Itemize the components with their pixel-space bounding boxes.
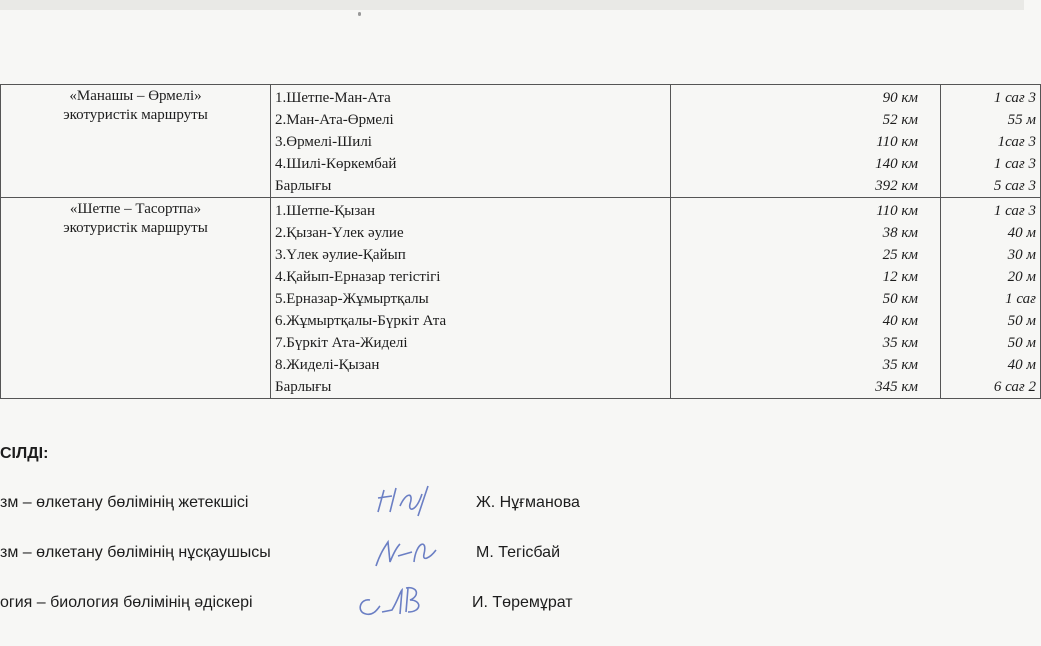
table-row (1, 198, 1041, 399)
signature-icon (352, 582, 432, 624)
duration: 50 м (1007, 313, 1036, 329)
signer-name: М. Тегісбай (476, 544, 561, 561)
distance: 35 км (882, 335, 918, 351)
signer-name: И. Төремұрат (472, 594, 573, 611)
distance: 110 км (876, 134, 918, 150)
signer-title: огия – биология бөлімінің әдіскері (0, 594, 253, 611)
signer-row (0, 588, 1024, 624)
duration-total: 5 сағ 3 (993, 178, 1036, 194)
segments-cell (271, 85, 671, 198)
route-name: «Шетпе – Тасортпа» (69, 201, 202, 217)
segment-total: Барлығы (275, 178, 332, 194)
distance: 52 км (882, 112, 918, 128)
segment: 2.Ман-Ата-Өрмелі (275, 112, 394, 128)
signer-title: зм – өлкетану бөлімінің нұсқаушысы (0, 544, 271, 561)
segment: 8.Жиделі-Қызан (275, 357, 380, 373)
segment: 7.Бүркіт Ата-Жиделі (275, 335, 408, 351)
distance: 12 км (882, 269, 918, 285)
distance: 90 км (882, 90, 918, 106)
distances-cell (671, 198, 941, 399)
signer-title: зм – өлкетану бөлімінің жетекшісі (0, 494, 249, 511)
signature-icon (370, 532, 450, 574)
duration: 30 м (1007, 247, 1036, 263)
distance: 140 км (875, 156, 918, 172)
signer-row (0, 488, 1024, 524)
times-cell (941, 85, 1041, 198)
route-name: «Манашы – Өрмелі» (69, 88, 202, 104)
approval-block (0, 440, 1024, 646)
route-type: экотуристік маршруты (63, 107, 208, 123)
distance: 50 км (882, 291, 918, 307)
scan-speck (358, 12, 361, 16)
segment: 1.Шетпе-Қызан (275, 203, 375, 219)
routes-table (0, 84, 1041, 399)
approval-heading: СІЛДІ: (0, 445, 49, 462)
segment: 4.Қайып-Ерназар тегістігі (275, 269, 441, 285)
duration: 40 м (1007, 357, 1036, 373)
segment: 4.Шилі-Көркембай (275, 156, 397, 172)
duration: 1 сағ (1005, 291, 1036, 307)
duration: 1 сағ 3 (993, 203, 1036, 219)
duration: 1сағ 3 (997, 134, 1036, 150)
duration: 20 м (1007, 269, 1036, 285)
segment: 3.Үлек әулие-Қайып (275, 247, 406, 263)
distance: 35 км (882, 357, 918, 373)
distance: 38 км (882, 225, 918, 241)
distance: 40 км (882, 313, 918, 329)
duration: 1 сағ 3 (993, 90, 1036, 106)
signature-icon (370, 482, 450, 524)
segments-cell (271, 198, 671, 399)
route-type: экотуристік маршруты (63, 220, 208, 236)
duration: 50 м (1007, 335, 1036, 351)
duration: 40 м (1007, 225, 1036, 241)
duration-total: 6 сағ 2 (993, 379, 1036, 395)
segment: 3.Өрмелі-Шилі (275, 134, 372, 150)
distance: 110 км (876, 203, 918, 219)
distance: 25 км (882, 247, 918, 263)
scan-top-edge (0, 0, 1024, 10)
distance-total: 345 км (875, 379, 918, 395)
segment-total: Барлығы (275, 379, 332, 395)
distance-total: 392 км (875, 178, 918, 194)
route-name-cell (1, 198, 271, 399)
segment: 1.Шетпе-Ман-Ата (275, 90, 391, 106)
segment: 6.Жұмыртқалы-Бүркіт Ата (275, 313, 447, 329)
times-cell (941, 198, 1041, 399)
signer-name: Ж. Нұғманова (476, 494, 580, 511)
distances-cell (671, 85, 941, 198)
route-name-cell (1, 85, 271, 198)
duration: 1 сағ 3 (993, 156, 1036, 172)
table-row (1, 85, 1041, 198)
duration: 55 м (1007, 112, 1036, 128)
segment: 5.Ерназар-Жұмыртқалы (275, 291, 429, 307)
segment: 2.Қызан-Үлек әулие (275, 225, 404, 241)
signer-row (0, 538, 1024, 574)
